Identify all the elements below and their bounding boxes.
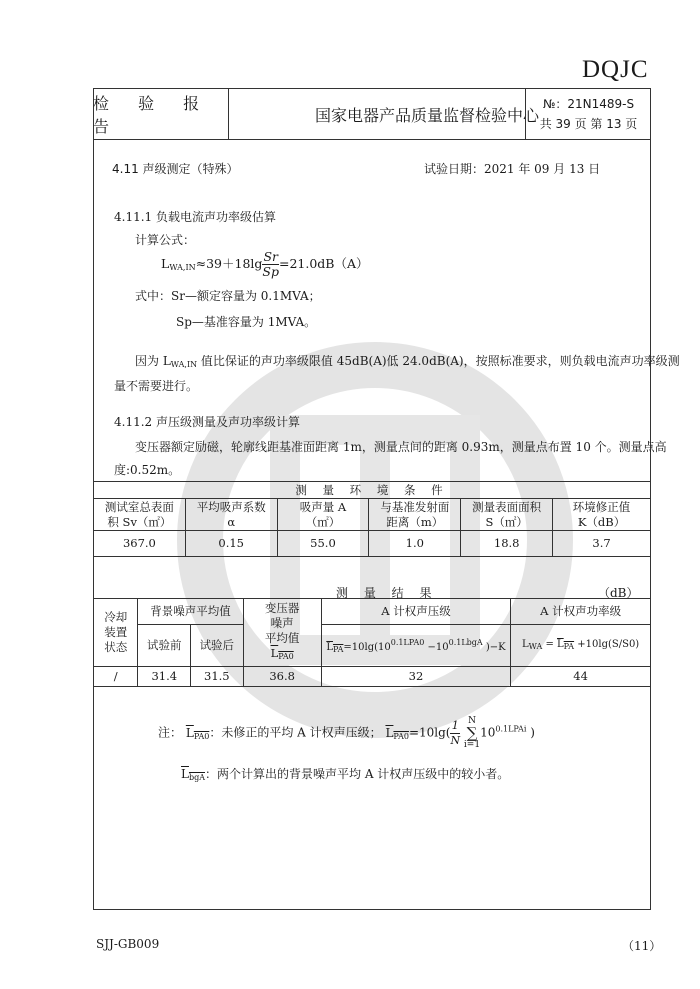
result-value-lpa: 32: [321, 667, 511, 687]
result-header-before: 试验前: [138, 625, 191, 667]
env-value-area: 18.8: [461, 531, 553, 557]
env-value-distance: 1.0: [369, 531, 461, 557]
note-1: 注： $L_{PA0}$：未修正的平均 A 计权声压级； $L_{PA0}=10\lg$( $\frac{1}{N}$ N ∑ i=1 $10^{0.1LPAi}$ ): [158, 716, 535, 750]
result-header-cooling: 冷却 装置 状态: [94, 599, 138, 667]
page-count: 共 39 页 第 13 页: [539, 117, 638, 131]
env-header-distance: 与基准发射面 距离（m）: [369, 499, 461, 531]
environment-table: [93, 481, 651, 557]
report-header: [93, 88, 651, 140]
lpa-formula: $L_{PA}=10\lg(10^{0.1LPA0} -10^{0.1LbgA}$ )−K: [321, 625, 511, 667]
formula-lwa-in: $L_{WA,IN}\approx 39+18\lg$ $\frac{Sr}{Sp}$ =21.0dB（A）: [161, 249, 369, 279]
result-value-lwa: 44: [511, 667, 651, 687]
result-value-transformer: 36.8: [243, 667, 321, 687]
env-header-correction: 环境修正值 K（dB）: [553, 499, 651, 531]
subsection-2-title: 4.11.2 声压级测量及声功率级计算: [114, 415, 300, 429]
footer-code: SJJ-GB009: [96, 937, 160, 951]
report-number: №：21N1489-S: [542, 97, 635, 111]
env-header-area: 测量表面面积 S（㎡）: [461, 499, 553, 531]
result-header-background: 背景噪声平均值: [138, 599, 243, 625]
env-value-surface: 367.0: [94, 531, 186, 557]
env-value-alpha: 0.15: [185, 531, 277, 557]
result-table-unit: （dB）: [598, 586, 639, 600]
result-value-after: 31.5: [191, 667, 244, 687]
subsection-1-title: 4.11.1 负载电流声功率级估算: [114, 210, 276, 224]
footer-page: （11）: [622, 939, 662, 953]
result-value-before: 31.4: [138, 667, 191, 687]
formula-where-2: Sp—基准容量为 1MVA。: [176, 315, 317, 329]
report-meta: [525, 88, 651, 140]
result-header-transformer: 变压器 噪声 平均值 $\overline{L}_{PA0}$: [243, 599, 321, 667]
result-value-cooling: /: [94, 667, 138, 687]
paragraph-2: 变压器额定励磁，轮廓线距基准面距离 1m，测量点间的距离 0.93m，测量点布置 10 个。测量点高: [135, 440, 667, 454]
env-value-absorption: 55.0: [277, 531, 369, 557]
calc-label: 计算公式：: [135, 233, 196, 247]
result-table: [93, 598, 651, 687]
result-header-after: 试验后: [191, 625, 244, 667]
paragraph-1-cont: 量不需要进行。: [114, 379, 199, 393]
environment-table-caption: 测 量 环 境 条 件: [94, 482, 651, 499]
section-title: 4.11 声级测定（特殊）: [112, 162, 239, 176]
paragraph-2-cont: 度:0.52m。: [114, 463, 181, 477]
formula-where: 式中：Sr—额定容量为 0.1MVA；: [135, 289, 321, 303]
test-date: 试验日期：2021 年 09 月 13 日: [424, 162, 601, 176]
organization-name: 国家电器产品质量监督检验中心: [314, 105, 539, 125]
env-header-absorption: 吸声量 A （㎡）: [277, 499, 369, 531]
result-table-caption: 测 量 结 果: [336, 586, 438, 600]
env-header-surface: 测试室总表面 积 Sv（㎡）: [94, 499, 186, 531]
result-header-lwa: A 计权声功率级: [511, 599, 651, 625]
env-value-correction: 3.7: [553, 531, 651, 557]
document-code: DQJC: [582, 56, 649, 83]
lwa-formula: $L_{WA} = L_{PA} +10\lg(S/S0)$: [511, 625, 651, 667]
note-2: $L_{bgA}$：两个计算出的背景噪声平均 A 计权声压级中的较小者。: [181, 767, 510, 782]
result-header-lpa: A 计权声压级: [321, 599, 511, 625]
env-header-alpha: 平均吸声系数 α: [185, 499, 277, 531]
report-label: 检 验 报 告: [93, 88, 229, 140]
paragraph-1: 因为 $L_{WA,IN}$ 值比保证的声功率级限值 45dB(A)低 24.0dB(A)，按照标准要求，则负载电流声功率级测: [135, 354, 680, 369]
